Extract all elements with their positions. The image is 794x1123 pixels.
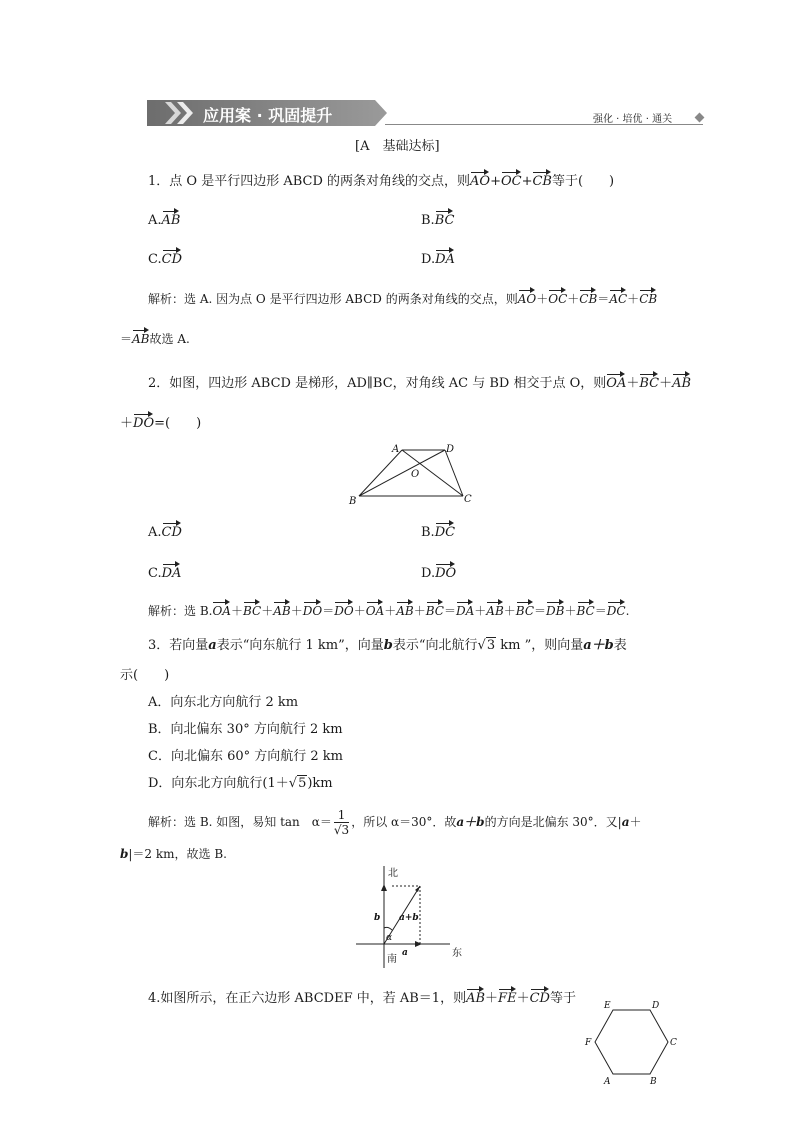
option-vec: DA [162,563,182,581]
sqrt-radicand: 3 [486,638,496,653]
option-label: B. [421,213,435,228]
section-title: [A 基础达标] [355,139,440,154]
sol-vec: AB [396,601,413,618]
label-C: C [464,494,472,505]
hexagon-figure [582,998,686,1086]
sol-vec: OA [366,601,385,618]
q2-stem-end: ＋DO=( ) [120,412,201,431]
label-north: 北 [388,868,398,879]
q3-sol-2: ，所以 α＝30°．故 [351,815,457,829]
q3-option-b: B．向北偏东 30° 方向航行 2 km [148,722,343,737]
vec-a-plus-b: a＋b [456,815,485,829]
q2-vec: AB [672,373,691,391]
label-C: C [670,1038,677,1048]
sol-vec: AB [273,601,290,618]
label-a-plus-b: a+b [399,913,419,923]
banner-sep: · [256,106,263,125]
label-F: F [585,1038,592,1048]
q4-stem-end: 等于 [549,991,576,1006]
frac-den: 3 [341,823,350,837]
label-B: B [349,496,357,507]
q2-vec: BC [639,373,659,391]
vec-a: a [621,815,630,829]
q1-solution: 解析：选 A. 因为点 O 是平行四边形 ABCD 的两条对角线的交点，则AO＋OC＋CB＝AC＋CB [148,289,657,307]
option-vec: BC [435,210,455,228]
q1-vec-1: AO [470,171,490,189]
label-O: O [411,469,420,480]
option-label: B. [421,525,435,540]
q4-vec: AB [466,988,485,1006]
sqrt-3: √3 [477,638,496,653]
option-label: A. [148,525,162,540]
option-d-tail: )km [307,776,333,791]
option-label: C. [148,566,162,581]
q2-stem-text: 2．如图，四边形 ABCD 是梯形，AD∥BC，对角线 AC 与 BD 相交于点 O，则 [148,376,607,391]
q3-text-3: 表示“向北航行 [392,638,478,653]
label-a: a [402,948,408,958]
q1-option-a [148,210,180,228]
q2-option-d [421,563,456,581]
sol-vec: CB [639,289,657,306]
q2-vec: OA [606,373,626,391]
option-vec: DC [435,522,455,540]
sol-vec: OA [212,601,231,618]
q4-stem: 4.如图所示，在正六边形 ABCDEF 中，若 AB＝1，则AB＋FE＋CD等于 [148,987,576,1006]
sol-vec: AC [609,289,627,306]
sol-vec: CB [579,289,597,306]
sol-vec: DA [456,601,474,618]
option-vec: DA [435,249,455,267]
sol-vec: BC [243,601,261,618]
q3-solution-end [120,845,227,862]
banner-title: 巩固提升 [268,106,333,125]
q3-option-a: A．向东北方向航行 2 km [148,695,299,710]
option-vec: DO [435,563,456,581]
header-tag: 强化 · 培优 · 通关 [593,114,673,125]
diamond-icon [695,113,705,123]
q3-sol-3: 的方向是北偏东 30°．又| [484,815,622,829]
option-label: A. [148,213,162,228]
q1-option-c [148,249,182,267]
vec-b: b [120,847,129,861]
label-D: D [652,1001,660,1011]
q3-text-4: km ”，则向量 [496,638,584,653]
sol-vec: DO [303,601,322,618]
q3-option-c: C．向北偏东 60° 方向航行 2 km [148,749,343,764]
vec-a: a [208,638,217,653]
sol-vec: BC [577,601,595,618]
q1-solution-end: ＝AB故选 A. [120,329,190,347]
label-alpha: α [386,933,393,943]
q2-option-a [148,522,182,540]
q3-stem-end: 示( ) [120,668,170,683]
label-A: A [604,1077,611,1086]
label-b: b [374,913,381,923]
label-A: A [392,444,400,455]
q1-stem-text: 1．点 O 是平行四边形 ABCD 的两条对角线的交点，则 [148,174,471,189]
q2-option-c [148,563,181,581]
q1-stem [148,170,614,189]
q3-sol-4: ＋ [629,815,642,829]
sqrt-radicand: 5 [298,776,307,791]
sol-vec: DB [546,601,564,618]
trapezoid-figure [345,440,480,508]
label-E: E [604,1001,611,1011]
sol-vec: AB [132,329,149,346]
label-B: B [650,1077,657,1086]
sol-vec: OC [548,289,567,306]
q3-text-5: 表 [613,638,627,653]
q3-text-2: 表示“向东航行 1 km”，向量 [216,638,384,653]
label-east: 东 [452,948,462,959]
q3-option-d [148,772,333,791]
sol-vec: AO [518,289,537,306]
q3-text-1: 3．若向量 [148,638,209,653]
frac-num: 1 [334,808,349,823]
q1-stem-end: 等于( ) [551,174,615,189]
option-label: D. [421,252,436,267]
q1-sol-end: 故选 A. [149,332,190,346]
q3-sol-5: |＝2 km，故选 B. [128,847,227,861]
q1-vec-2: OC [501,171,522,189]
sol-vec: DO [334,601,353,618]
q3-stem [148,634,627,653]
q2-sol-text: 解析：选 B. [148,604,213,618]
q2-vec: DO [133,413,154,431]
sol-vec: BC [426,601,444,618]
plus-sign: + [490,174,501,189]
q1-option-b [421,210,454,228]
sol-vec: AB [486,601,503,618]
q1-sol-text: 解析：选 A. 因为点 O 是平行四边形 ABCD 的两条对角线的交点，则 [148,292,518,306]
option-vec: CD [162,522,182,540]
option-label: C. [148,252,162,267]
option-vec: CD [162,249,182,267]
option-label: D. [421,566,436,581]
vec-a-plus-b: a＋b [583,638,614,653]
q3-sol-1: 解析：选 B. 如图，易知 tan α＝ [148,815,332,829]
sol-vec: BC [516,601,534,618]
sol-vec: DC [607,601,626,618]
banner-label: 应用案 [203,106,252,125]
option-vec: AB [162,210,181,228]
q2-solution: 解析：选 B.OA＋BC＋AB＋DO＝DO＋OA＋AB＋BC＝DA＋AB＋BC＝DB＋BC＝DC. [148,601,629,619]
sqrt-5: √5 [288,776,307,791]
vec-b: b [383,638,393,653]
q2-stem: 2．如图，四边形 ABCD 是梯形，AD∥BC，对角线 AC 与 BD 相交于点 O，则OA＋BC＋AB [148,372,691,391]
direction-figure [352,862,470,972]
label-D: D [446,444,455,455]
q4-vec: CD [530,988,550,1006]
q2-stem-tail: =( ) [154,416,202,431]
banner-text [203,103,332,126]
q4-vec: FE [498,988,517,1006]
option-d-text: D．向东北方向航行(1＋ [148,776,289,791]
q4-stem-text: 4.如图所示，在正六边形 ABCDEF 中，若 AB＝1，则 [148,991,467,1006]
q2-option-b [421,522,455,540]
plus-sign: + [521,174,533,189]
fraction: $\frac{1}{√3}$ [333,808,350,837]
q3-solution [148,808,642,837]
q1-vec-3: CB [532,171,552,189]
label-south: 南 [387,954,397,965]
q1-option-d [421,249,455,267]
